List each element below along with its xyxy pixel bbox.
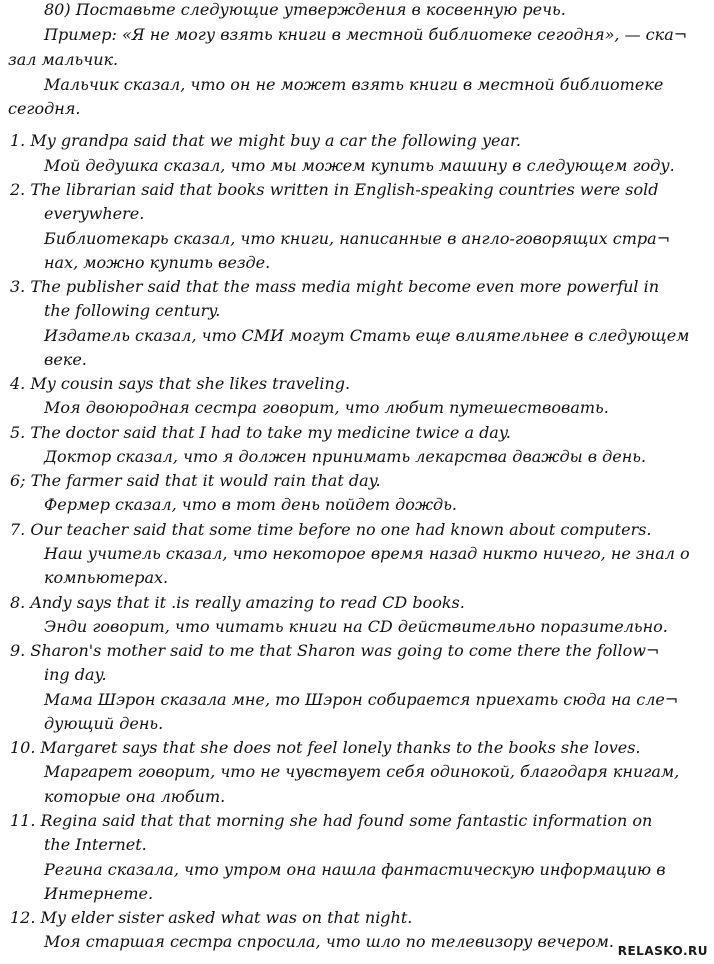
item-3-russian: Издатель сказал, что СМИ могут Стать еще влиятельнее в следующем <box>44 326 690 345</box>
item-6-english: 6; The farmer said that it would rain that day. <box>10 471 381 490</box>
item-6-russian: Фермер сказал, что в тот день пойдет дождь. <box>44 495 457 514</box>
item-4-russian: Моя двоюродная сестра говорит, что любит путешествовать. <box>44 398 609 417</box>
item-3-russian-cont: веке. <box>44 350 87 369</box>
item-3-english-cont: the following century. <box>44 301 221 320</box>
item-1-russian: Мой дедушка сказал, что мы можем купить машину в следующем году. <box>44 156 675 175</box>
item-2-english-cont: everywhere. <box>44 204 145 223</box>
item-11-english: 11. Regina said that that morning she had found some fantastic information on <box>10 811 653 830</box>
item-8-english: 8. Andy says that it .is really amazing to read CD books. <box>10 593 465 612</box>
example-answer-line-2: сегодня. <box>8 99 81 118</box>
item-9-english: 9. Sharon's mother said to me that Sharon was going to come there the follow¬ <box>10 641 660 660</box>
item-8-russian: Энди говорит, что читать книги на CD действительно поразительно. <box>44 617 668 636</box>
item-7-russian-cont: компьютерах. <box>44 568 169 587</box>
item-5-russian: Доктор сказал, что я должен принимать лекарства дважды в день. <box>44 447 647 466</box>
item-11-russian-cont: Интернете. <box>44 884 154 903</box>
item-12-russian: Моя старшая сестра спросила, что шло по телевизору вечером. <box>44 932 614 951</box>
item-2-english: 2. The librarian said that books written in English-speaking countries were sold <box>10 180 659 199</box>
item-5-english: 5. The doctor said that I had to take my medicine twice a day. <box>10 423 511 442</box>
item-11-russian: Регина сказала, что утром она нашла фантастическую информацию в <box>44 860 666 879</box>
item-9-russian-cont: дующий день. <box>44 714 164 733</box>
item-1-english: 1. My grandpa said that we might buy a car the following year. <box>10 131 521 150</box>
item-2-russian: Библиотекарь сказал, что книги, написанные в англо-говорящих стра¬ <box>44 229 671 248</box>
item-11-english-cont: the Internet. <box>44 835 147 854</box>
item-10-russian-cont: которые она любит. <box>44 787 226 806</box>
item-9-russian: Мама Шэрон сказала мне, то Шэрон собирается приехать сюда на сле¬ <box>44 690 679 709</box>
item-4-english: 4. My cousin says that she likes traveling. <box>10 374 351 393</box>
example-line-2: зал мальчик. <box>8 50 119 69</box>
example-answer-line-1: Мальчик сказал, что он не может взять книги в местной библиотеке <box>44 75 664 94</box>
item-10-russian: Маргарет говорит, что не чувствует себя одинокой, благодаря книгам, <box>44 762 680 781</box>
item-2-russian-cont: нах, можно купить везде. <box>44 253 271 272</box>
item-9-english-cont: ing day. <box>44 665 107 684</box>
item-7-english: 7. Our teacher said that some time before no one had known about computers. <box>10 520 652 539</box>
task-instruction: 80) Поставьте следующие утверждения в косвенную речь. <box>44 0 566 19</box>
item-7-russian: Наш учитель сказал, что некоторое время назад никто ничего, не знал о <box>44 544 690 563</box>
item-3-english: 3. The publisher said that the mass media might become even more powerful in <box>10 277 660 296</box>
example-line-1: Пример: «Я не могу взять книги в местной библиотеке сегодня», — ска¬ <box>44 25 688 44</box>
item-10-english: 10. Margaret says that she does not feel lonely thanks to the books she loves. <box>10 738 641 757</box>
item-12-english: 12. My elder sister asked what was on that night. <box>10 908 413 927</box>
watermark: RELASKO.RU <box>617 944 708 958</box>
